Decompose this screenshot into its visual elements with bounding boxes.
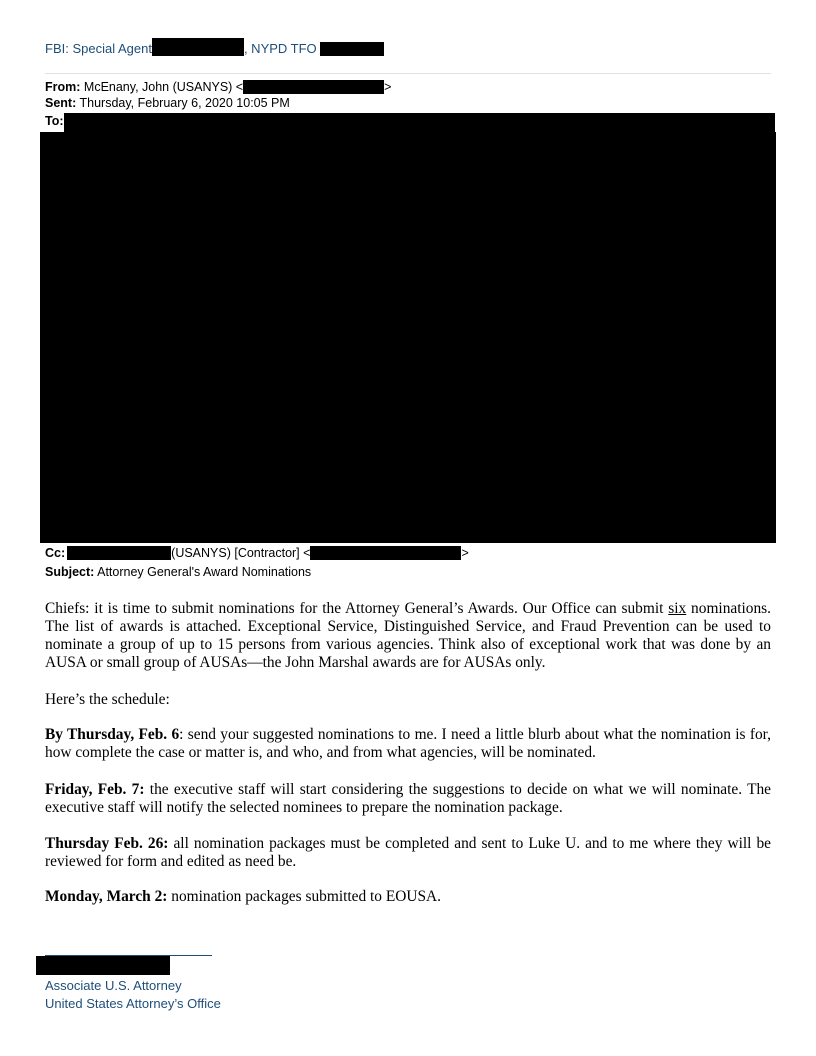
- redaction-cc-name: [67, 546, 171, 560]
- redaction-from-email: [243, 80, 384, 94]
- body-paragraph-2: Here’s the schedule:: [45, 691, 170, 708]
- schedule-date-feb7: Friday, Feb. 7:: [45, 781, 145, 798]
- p1-text-b: nominations. The list of awards is attached. Exceptional Service, Distinguished Service, and Fraud Prevention can be used to nominate a group of up to 15 persons from various agencies. Think also of exceptional work that was done by an AUSA or small group of AUSAs—the John Marshal awards are for AUSAs only.: [45, 600, 771, 671]
- to-label: To:: [45, 114, 64, 128]
- schedule-text-feb6: : send your suggested nominations to me. I need a little blurb about what the nomination is for, how complete the case or matter is, and who, and from what agencies, will be nominated.: [45, 726, 771, 761]
- email-sent: [45, 95, 290, 111]
- schedule-text-mar2: nomination packages submitted to EOUSA.: [167, 888, 441, 905]
- subject-value: Attorney General's Award Nominations: [97, 565, 312, 579]
- redaction-signature-name: [36, 956, 170, 975]
- schedule-date-mar2: Monday, March 2:: [45, 888, 168, 905]
- signature-office: United States Attorney’s Office: [45, 996, 221, 1011]
- redaction-agent-name: [152, 38, 244, 56]
- schedule-text-feb7: the executive staff will start considering the suggestions to decide on what we will nominate. The executive staff will notify the selected nominees to prepare the nomination package.: [45, 781, 771, 816]
- redaction-cc-email: [310, 546, 461, 560]
- body-paragraph-1: [45, 600, 771, 672]
- schedule-date-feb26: Thursday Feb. 26:: [45, 835, 169, 852]
- email-to: [45, 113, 64, 129]
- schedule-date-feb6: By Thursday, Feb. 6: [45, 726, 180, 743]
- from-label: From:: [45, 80, 81, 94]
- schedule-text-feb26: all nomination packages must be completed and sent to Luke U. and to me where they will be reviewed for form and edited as need be.: [45, 835, 771, 870]
- from-end: >: [384, 80, 392, 94]
- cc-end: >: [461, 546, 469, 560]
- redaction-to-recipients: [64, 113, 775, 132]
- sent-value: Thursday, February 6, 2020 10:05 PM: [79, 96, 290, 110]
- subject-label: Subject:: [45, 565, 95, 579]
- schedule-item-feb7: [45, 781, 771, 817]
- header-divider: [45, 73, 771, 74]
- schedule-item-mar2: [45, 888, 771, 906]
- schedule-item-feb26: [45, 835, 771, 871]
- email-subject: [45, 564, 311, 580]
- sent-label: Sent:: [45, 96, 77, 110]
- cc-text: (USANYS) [Contractor] <: [171, 546, 311, 560]
- cc-label: Cc:: [45, 546, 66, 560]
- p1-six: six: [668, 600, 687, 617]
- signature-title: Associate U.S. Attorney: [45, 978, 182, 993]
- from-name: McEnany, John (USANYS) <: [83, 80, 244, 94]
- email-from: [45, 79, 391, 95]
- schedule-item-feb6: [45, 726, 771, 762]
- addressee-prefix: FBI: Special Agent: [45, 41, 152, 56]
- addressee-line: [45, 38, 384, 56]
- redaction-tfo-name: [320, 42, 384, 56]
- addressee-middle: , NYPD TFO: [243, 41, 317, 56]
- redaction-recipient-block: [40, 132, 776, 543]
- p1-text-a: Chiefs: it is time to submit nominations for the Attorney General’s Awards. Our Office can submit: [45, 600, 669, 617]
- email-cc: [45, 545, 469, 561]
